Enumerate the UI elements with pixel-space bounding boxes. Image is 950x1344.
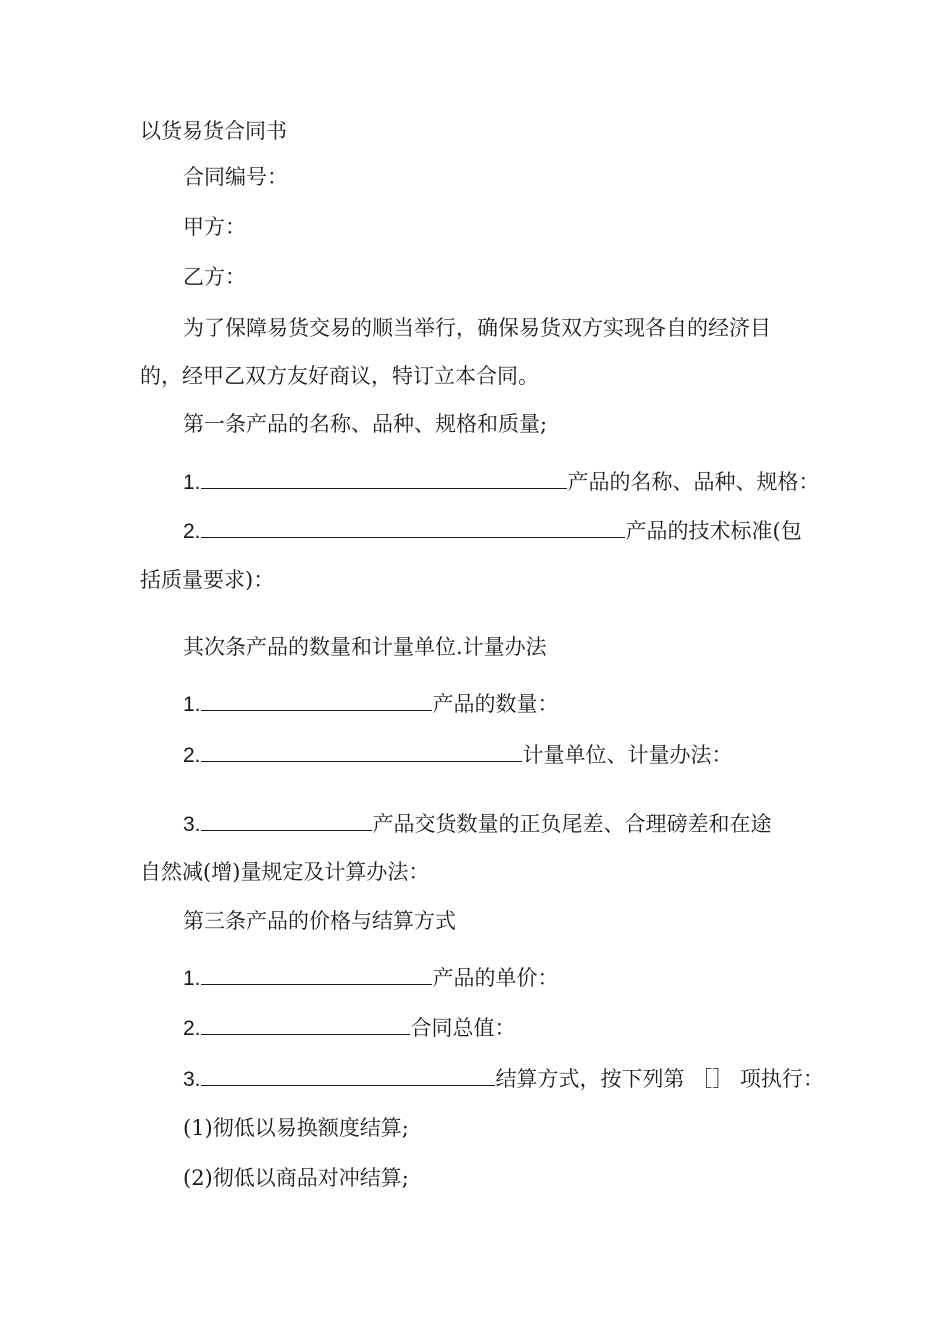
item-number: 2. [183, 520, 201, 543]
article-3-item-3 [183, 1065, 824, 1093]
settlement-option-2: (2)彻低以商品对冲结算; [183, 1166, 409, 1190]
article-3-item-2 [183, 1014, 516, 1042]
item-number: 2. [183, 1017, 201, 1040]
item-text: 计量单位、计量办法： [522, 743, 733, 767]
article-1-heading: 第一条产品的名称、品种、规格和质量; [183, 412, 548, 436]
fill-in-blank [201, 517, 625, 538]
preamble-line-1: 为了保障易货交易的顺当举行，确保易货双方实现各自的经济目 [183, 316, 771, 340]
article-1-item-1 [183, 468, 820, 496]
item-text: 产品的名称、品种、规格： [567, 470, 820, 494]
item-number: 1. [183, 471, 201, 494]
article-2-item-3 [183, 810, 772, 838]
item-text: 产品交货数量的正负尾差、合理磅差和在途 [372, 812, 772, 836]
item-number: 1. [183, 967, 201, 990]
item-number: 1. [183, 693, 201, 716]
contract-number-label: 合同编号： [183, 165, 288, 189]
settlement-option-1: (1)彻低以易换额度结算; [183, 1116, 409, 1140]
fill-in-blank [201, 468, 567, 489]
item-text: 产品的数量： [432, 692, 559, 716]
fill-in-blank [201, 1065, 495, 1086]
item-number: 3. [183, 813, 201, 836]
item-number: 3. [183, 1068, 201, 1091]
article-1-item-2 [183, 517, 802, 545]
fill-in-blank [201, 690, 432, 711]
party-b-label: 乙方： [183, 265, 246, 289]
fill-in-blank [201, 810, 372, 831]
preamble-line-2: 的，经甲乙双方友好商议，特订立本合同。 [140, 364, 539, 388]
article-3-heading: 第三条产品的价格与结算方式 [183, 909, 456, 933]
item-number: 2. [183, 744, 201, 767]
article-3-item-1 [183, 964, 559, 992]
article-2-item-1 [183, 690, 559, 718]
article-2-item-3-continued: 自然减(增)量规定及计算办法： [140, 860, 430, 884]
item-text: 产品的技术标准(包 [625, 519, 802, 543]
fill-in-blank [201, 964, 432, 985]
fill-in-blank [201, 1014, 410, 1035]
article-2-item-2 [183, 741, 733, 769]
party-a-label: 甲方： [183, 215, 246, 239]
article-1-item-2-continued: 括质量要求)： [140, 568, 275, 592]
item-text: 产品的单价： [432, 966, 559, 990]
item-text: 合同总值： [410, 1016, 516, 1040]
fill-in-blank [201, 741, 522, 762]
item-text: 结算方式，按下列第 ［］ 项执行： [495, 1067, 824, 1091]
document-title: 以货易货合同书 [140, 119, 287, 143]
article-2-heading: 其次条产品的数量和计量单位.计量办法 [183, 635, 547, 659]
